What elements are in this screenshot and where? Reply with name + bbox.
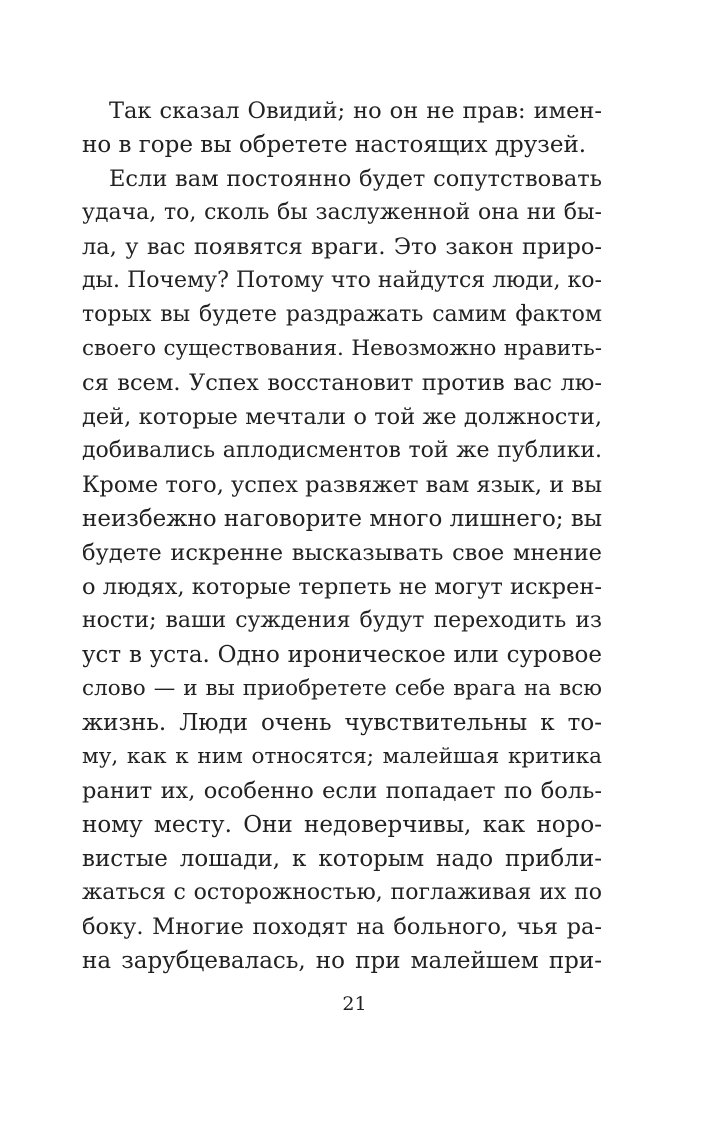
text-line: вистые лошади, к которым надо прибли-: [82, 846, 602, 872]
text-line: ды. Почему? Потому что найдутся люди, ко-: [82, 268, 602, 293]
text-line: добивались аплодисментов той же публики.: [82, 438, 602, 463]
text-line: на зарубцевалась, но при малейшем при-: [82, 948, 602, 974]
body-text: [82, 94, 602, 978]
text-line: ности; ваши суждения будут переходить из: [82, 608, 602, 633]
text-line: Кроме того, успех развяжет вам язык, и вы: [82, 472, 602, 498]
text-line: Так сказал Овидий; но он не прав: имен-: [109, 98, 602, 124]
text-line: ла, у вас появятся враги. Это закон приро-: [82, 234, 602, 260]
text-line: слово — и вы приобретете себе врага на всю: [82, 676, 602, 701]
text-line: ранит их, особенно если попадает по боль-: [82, 778, 602, 804]
text-line: Если вам постоянно будет сопутствовать: [109, 166, 602, 192]
text-line: дей, которые мечтали о той же должности,: [82, 404, 602, 430]
text-line: жаться с осторожностью, поглаживая их по: [82, 880, 602, 905]
text-line: жизнь. Люди очень чувствительны к то-: [82, 710, 602, 736]
text-line: ся всем. Успех восстановит против вас лю-: [82, 370, 602, 396]
text-line: неизбежно наговорите много лишнего; вы: [82, 506, 603, 532]
text-line: своего существования. Невозможно нравить-: [82, 336, 602, 361]
text-line: удача, то, сколь бы заслуженной она ни бы-: [82, 200, 602, 225]
text-line: будете искренне высказывать свое мнение: [82, 540, 602, 566]
text-line: о людях, которые терпеть не могут искрен-: [82, 574, 602, 600]
text-line: му, как к ним относятся; малейшая критика: [82, 744, 602, 769]
page-number: 21: [342, 993, 367, 1015]
text-line: но в горе вы обретете настоящих друзей.: [82, 132, 587, 158]
text-line: уст в уста. Одно ироническое или суровое: [82, 642, 602, 668]
text-line: боку. Многие походят на больного, чья ра-: [82, 914, 602, 940]
text-line: ному месту. Они недоверчивы, как норо-: [82, 812, 602, 838]
text-line: торых вы будете раздражать самим фактом: [82, 302, 602, 327]
